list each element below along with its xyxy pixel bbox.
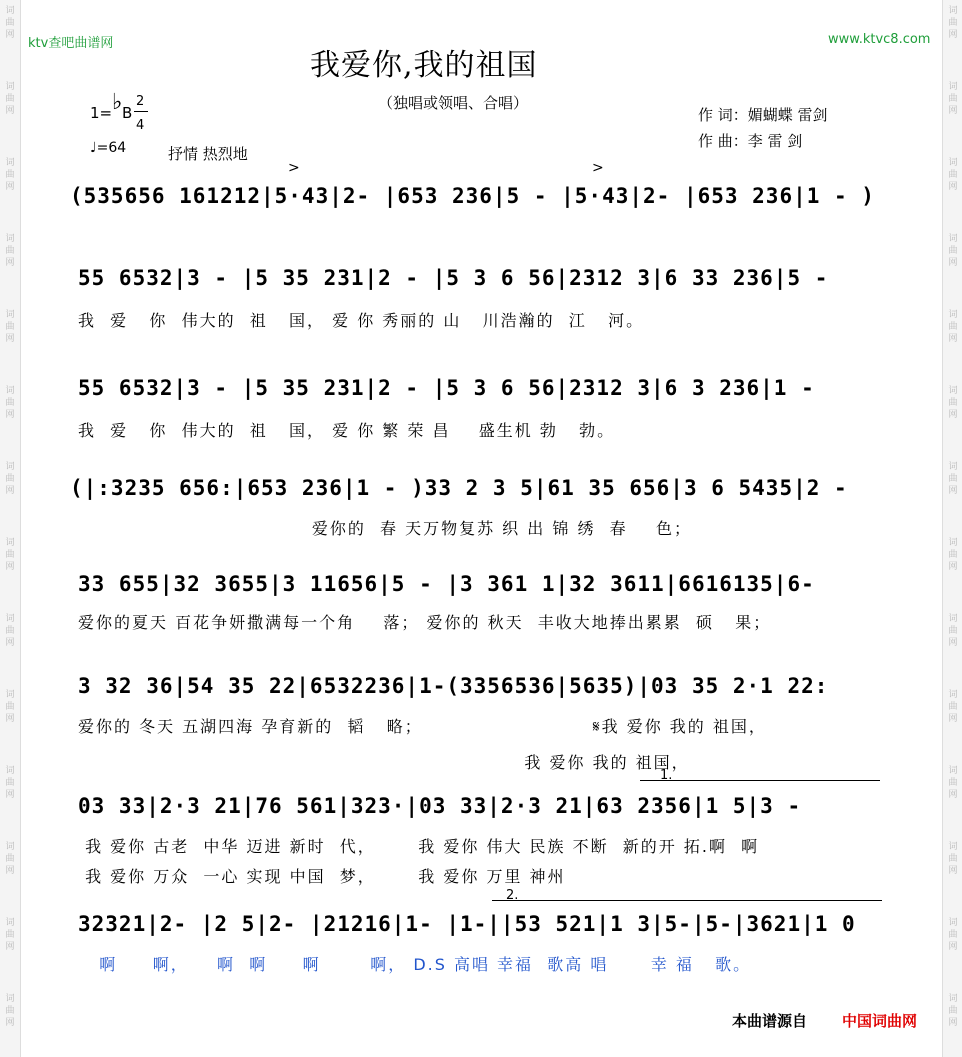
lyric-line-2: 我 爱你 万众 一心 实现 中国 梦， 我 爱你 万里 神州 bbox=[78, 867, 566, 886]
watermark-char: 词 bbox=[5, 6, 15, 16]
watermark-char: 网 bbox=[948, 562, 958, 572]
watermark-char: 曲 bbox=[948, 854, 958, 864]
watermark-char: 曲 bbox=[5, 778, 15, 788]
watermark-char: 网 bbox=[948, 638, 958, 648]
watermark-char: 网 bbox=[5, 258, 15, 268]
watermark-char: 曲 bbox=[948, 170, 958, 180]
watermark-char: 词 bbox=[948, 690, 958, 700]
lyric-line: 我 爱 你 伟大的 祖 国， 爱 你 秀丽的 山 川浩瀚的 江 河。 bbox=[78, 311, 645, 330]
key-signature-prefix: 1= bbox=[90, 104, 113, 122]
source-label: 本曲谱源自 bbox=[732, 1012, 808, 1030]
watermark-char: 词 bbox=[5, 234, 15, 244]
watermark-char: 曲 bbox=[5, 322, 15, 332]
lyric-line: 爱你的 冬天 五湖四海 孕育新的 韬 略； 𝄋我 爱你 我的 祖国， bbox=[78, 717, 767, 736]
volta-bracket-2 bbox=[492, 900, 882, 901]
watermark-char: 网 bbox=[5, 714, 15, 724]
watermark-char: 词 bbox=[5, 766, 15, 776]
notation-line: 03 33|2·3 21|76 561|323·|03 33|2·3 21|63 2356|1 5|3 - bbox=[78, 794, 815, 818]
accent-mark: > bbox=[288, 160, 300, 176]
watermark-char: 网 bbox=[948, 258, 958, 268]
watermark-char: 网 bbox=[5, 486, 15, 496]
watermark-char: 网 bbox=[948, 714, 958, 724]
notation-line: 3 32 36|54 35 22|6532236|1-(3356536|5635)|03 35 2·1 22: bbox=[78, 674, 829, 698]
flat-icon: ♭ bbox=[112, 90, 123, 115]
watermark-char: 曲 bbox=[5, 246, 15, 256]
watermark-char: 词 bbox=[948, 82, 958, 92]
watermark-char: 曲 bbox=[948, 1006, 958, 1016]
watermark-char: 曲 bbox=[948, 550, 958, 560]
expression-marking: 抒情 热烈地 bbox=[168, 145, 248, 163]
watermark-char: 网 bbox=[5, 942, 15, 952]
watermark-char: 词 bbox=[5, 310, 15, 320]
song-subtitle: （独唱或领唱、合唱） bbox=[378, 94, 529, 112]
watermark-char: 网 bbox=[5, 106, 15, 116]
watermark-char: 网 bbox=[5, 334, 15, 344]
watermark-char: 网 bbox=[948, 866, 958, 876]
watermark-char: 曲 bbox=[5, 398, 15, 408]
watermark-char: 曲 bbox=[5, 626, 15, 636]
watermark-char: 词 bbox=[948, 918, 958, 928]
watermark-char: 词 bbox=[5, 614, 15, 624]
watermark-char: 网 bbox=[948, 486, 958, 496]
watermark-char: 词 bbox=[948, 310, 958, 320]
watermark-char: 曲 bbox=[5, 1006, 15, 1016]
watermark-char: 曲 bbox=[948, 626, 958, 636]
watermark-char: 词 bbox=[948, 234, 958, 244]
watermark-char: 网 bbox=[5, 410, 15, 420]
watermark-char: 词 bbox=[5, 158, 15, 168]
right-watermark-strip bbox=[942, 0, 962, 1057]
watermark-char: 词 bbox=[5, 538, 15, 548]
watermark-char: 词 bbox=[5, 994, 15, 1004]
watermark-char: 曲 bbox=[948, 930, 958, 940]
volta-label-1: 1. bbox=[660, 768, 673, 783]
lyric-line: 啊 啊， 啊 啊 啊 啊， D.S 高唱 幸福 歌高 唱 幸 福 歌。 bbox=[78, 955, 752, 974]
notation-line: 33 655|32 3655|3 11656|5 - |3 361 1|32 3611|6616135|6- bbox=[78, 572, 815, 596]
lyricist-credit: 作 词：媚蝴蝶 雷剑 bbox=[698, 106, 828, 124]
notation-line: (535656 161212|5·43|2- |653 236|5 - |5·43|2- |653 236|1 - ) bbox=[70, 184, 875, 208]
watermark-char: 曲 bbox=[948, 702, 958, 712]
watermark-char: 网 bbox=[5, 562, 15, 572]
watermark-char: 网 bbox=[948, 334, 958, 344]
left-watermark-strip bbox=[0, 0, 21, 1057]
watermark-char: 词 bbox=[948, 386, 958, 396]
time-signature-bar bbox=[134, 111, 148, 112]
watermark-char: 曲 bbox=[5, 18, 15, 28]
watermark-char: 网 bbox=[948, 1018, 958, 1028]
watermark-char: 曲 bbox=[5, 474, 15, 484]
watermark-char: 词 bbox=[5, 690, 15, 700]
watermark-char: 网 bbox=[948, 942, 958, 952]
volta-bracket-1 bbox=[640, 780, 880, 781]
accent-mark: > bbox=[592, 160, 604, 176]
watermark-char: 网 bbox=[948, 106, 958, 116]
time-signature-denominator: 4 bbox=[136, 118, 145, 133]
volta-label-2: 2. bbox=[506, 888, 519, 903]
watermark-char: 曲 bbox=[5, 702, 15, 712]
watermark-char: 词 bbox=[948, 158, 958, 168]
watermark-char: 网 bbox=[5, 790, 15, 800]
watermark-char: 网 bbox=[5, 638, 15, 648]
watermark-char: 曲 bbox=[948, 398, 958, 408]
watermark-char: 曲 bbox=[5, 170, 15, 180]
tempo-marking: ♩=64 bbox=[90, 140, 127, 156]
composer-credit: 作 曲：李 雷 剑 bbox=[698, 132, 803, 150]
watermark-char: 词 bbox=[948, 614, 958, 624]
site-url-right[interactable]: www.ktvc8.com bbox=[828, 32, 931, 47]
watermark-char: 曲 bbox=[948, 94, 958, 104]
watermark-char: 网 bbox=[5, 182, 15, 192]
watermark-char: 曲 bbox=[948, 474, 958, 484]
watermark-char: 曲 bbox=[948, 246, 958, 256]
song-title: 我爱你,我的祖国 bbox=[310, 48, 538, 83]
key-signature-note: B bbox=[122, 104, 133, 122]
watermark-char: 词 bbox=[5, 842, 15, 852]
watermark-char: 词 bbox=[948, 766, 958, 776]
notation-line: 32321|2- |2 5|2- |21216|1- |1-||53 521|1 3|5-|5-|3621|1 0 bbox=[78, 912, 856, 936]
watermark-char: 网 bbox=[5, 866, 15, 876]
watermark-char: 词 bbox=[948, 842, 958, 852]
time-signature-numerator: 2 bbox=[136, 94, 145, 109]
watermark-char: 词 bbox=[5, 82, 15, 92]
lyric-line: 爱你的 春 天万物复苏 织 出 锦 绣 春 色； bbox=[78, 519, 692, 538]
watermark-char: 词 bbox=[5, 918, 15, 928]
watermark-char: 网 bbox=[948, 30, 958, 40]
lyric-line-2: 我 爱你 我的 祖国， bbox=[78, 753, 690, 772]
watermark-char: 曲 bbox=[5, 94, 15, 104]
lyric-line: 爱你的夏天 百花争妍撒满每一个角 落； 爱你的 秋天 丰收大地捧出累累 硕 果； bbox=[78, 613, 772, 632]
site-name-left[interactable]: ktv查吧曲谱网 bbox=[28, 36, 114, 51]
notation-line: 55 6532|3 - |5 35 231|2 - |5 3 6 56|2312 3|6 33 236|5 - bbox=[78, 266, 843, 290]
watermark-char: 曲 bbox=[948, 18, 958, 28]
watermark-char: 曲 bbox=[5, 854, 15, 864]
notation-line: (|:3235 656:|653 236|1 - )33 2 3 5|61 35 656|3 6 5435|2 - bbox=[70, 476, 862, 500]
watermark-char: 词 bbox=[948, 538, 958, 548]
watermark-char: 网 bbox=[5, 30, 15, 40]
watermark-char: 词 bbox=[5, 462, 15, 472]
lyric-line: 我 爱你 古老 中华 迈进 新时 代， 我 爱你 伟大 民族 不断 新的开 拓.啊 啊 bbox=[78, 837, 760, 856]
notation-line: 55 6532|3 - |5 35 231|2 - |5 3 6 56|2312 3|6 3 236|1 - bbox=[78, 376, 829, 400]
watermark-char: 词 bbox=[5, 386, 15, 396]
watermark-char: 曲 bbox=[948, 778, 958, 788]
watermark-char: 曲 bbox=[948, 322, 958, 332]
watermark-char: 网 bbox=[5, 1018, 15, 1028]
watermark-char: 网 bbox=[948, 182, 958, 192]
watermark-char: 曲 bbox=[5, 550, 15, 560]
watermark-char: 网 bbox=[948, 410, 958, 420]
source-site-link[interactable]: 中国词曲网 bbox=[842, 1012, 918, 1030]
watermark-char: 网 bbox=[948, 790, 958, 800]
watermark-char: 曲 bbox=[5, 930, 15, 940]
watermark-char: 词 bbox=[948, 462, 958, 472]
lyric-line: 我 爱 你 伟大的 祖 国， 爱 你 繁 荣 昌 盛生机 勃 勃。 bbox=[78, 421, 616, 440]
watermark-char: 词 bbox=[948, 6, 958, 16]
watermark-char: 词 bbox=[948, 994, 958, 1004]
